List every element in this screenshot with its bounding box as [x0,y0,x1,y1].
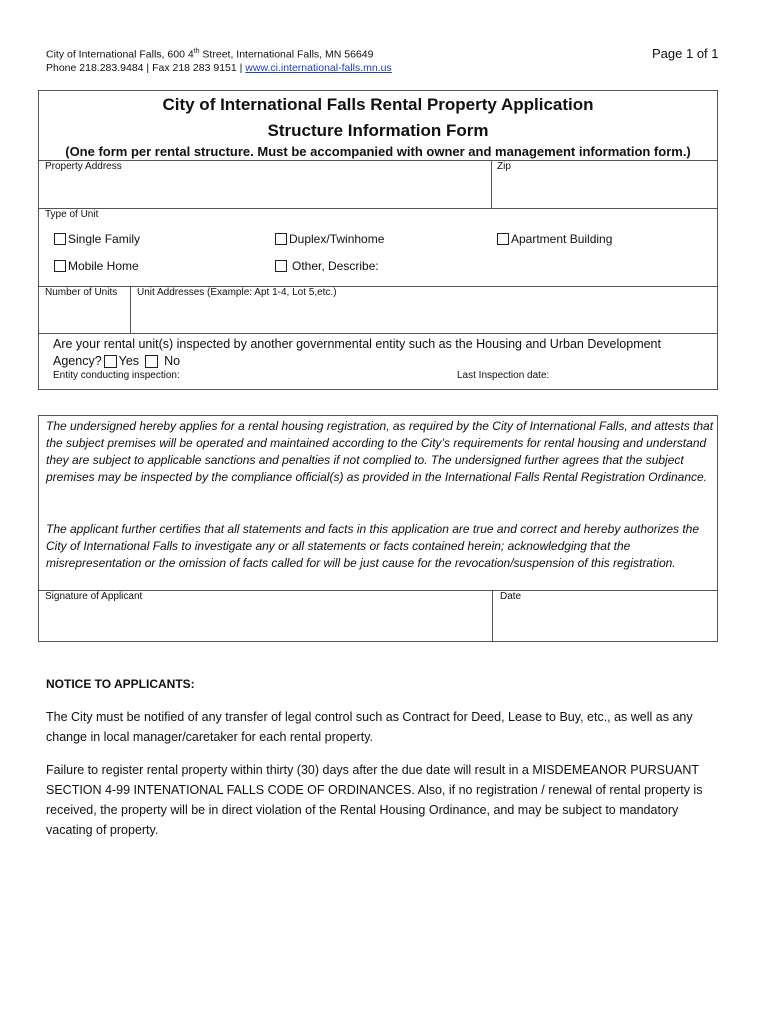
agency-label: Agency? [53,354,102,368]
page-number: Page 1 of 1 [652,46,719,61]
option-duplex[interactable] [275,232,384,246]
apartment-label: Apartment Building [511,232,613,246]
signature-field[interactable] [41,604,489,639]
option-single-family[interactable] [54,232,140,246]
form-title-line1: City of International Falls Rental Property Application [162,95,594,114]
option-mobile-home[interactable] [54,259,139,273]
inspection-question: Are your rental unit(s) inspected by another governmental entity such as the Housing and Urban Development [53,337,661,351]
inspection-answer-row [53,353,180,370]
other-label: Other, Describe: [292,259,379,273]
header-address: City of International Falls, 600 4th Street, International Falls, MN 56649 [46,48,374,61]
date-label: Date [500,591,522,602]
mobile-home-checkbox[interactable] [54,260,66,272]
website-link[interactable]: www.ci.international-falls.mn.us [245,62,392,74]
zip-field[interactable] [495,173,713,205]
property-address-label: Property Address [45,161,122,172]
notice-paragraph-2: Failure to register rental property within thirty (30) days after the due date will result in a MISDEMEANOR PURSUANT SECTION 4-99 INTENATIONAL FALLS CODE OF ORDINANCES. Also, if no registration / renewal of rental property is received, the property will be in direct violation of the Rental Housing Ordinance, and may be subject to mandatory vacating of property. [46,763,703,837]
date-field[interactable] [496,604,714,639]
duplex-checkbox[interactable] [275,233,287,245]
property-address-field[interactable] [41,173,487,205]
single-family-label: Single Family [68,232,141,246]
entity-label: Entity conducting inspection: [53,370,180,381]
last-inspection-label: Last Inspection date: [457,370,550,381]
mobile-home-label: Mobile Home [68,259,139,273]
no-checkbox[interactable] [145,355,158,368]
option-apartment[interactable] [497,232,612,246]
yes-checkbox[interactable] [104,355,117,368]
type-of-unit-label: Type of Unit [45,209,99,220]
number-of-units-field[interactable] [41,299,127,331]
notice-heading: NOTICE TO APPLICANTS: [46,677,195,691]
form-box [38,90,718,390]
certification-paragraph-1: The undersigned hereby applies for a rental housing registration, as required by the City of International Falls, and attests that the subject premises will be operated and maintained according to the City’s requirements for rental housing and understand they are subject to applicable sanctions and penalties if not complied to. The undersigned further agrees that the subject premises may be inspected by the compliance official(s) as provided in the International Falls Rental Registration Ordinance. [46,419,714,484]
other-checkbox[interactable] [275,260,287,272]
zip-label: Zip [497,161,511,172]
form-title-line2: Structure Information Form [267,121,489,140]
unit-addresses-label: Unit Addresses (Example: Apt 1-4, Lot 5,etc.) [137,287,337,298]
duplex-label: Duplex/Twinhome [289,232,385,246]
apartment-checkbox[interactable] [497,233,509,245]
option-other[interactable] [275,259,379,273]
unit-addresses-field[interactable] [134,299,714,331]
no-label: No [164,354,181,368]
certification-box [38,415,718,642]
number-of-units-label: Number of Units [45,287,118,298]
certification-paragraph-2: The applicant further certifies that all statements and facts in this application are true and correct and hereby authorizes the City of International Falls to investigate any or all statements or facts contained herein; acknowledging that the misrepresentation or the omission of facts called for will be just cause for the revocation/suspension of this registration. [46,522,700,570]
header-contact: Phone 218.283.9484 | Fax 218 283 9151 | www.ci.international-falls.mn.us [46,62,392,74]
yes-label: Yes [118,354,140,368]
signature-label: Signature of Applicant [45,591,143,602]
form-subtitle: (One form per rental structure. Must be accompanied with owner and management information form.) [65,144,691,159]
notice-paragraph-1: The City must be notified of any transfer of legal control such as Contract for Deed, Lease to Buy, etc., as well as any change in local manager/caretaker for each rental property. [46,710,693,744]
single-family-checkbox[interactable] [54,233,66,245]
